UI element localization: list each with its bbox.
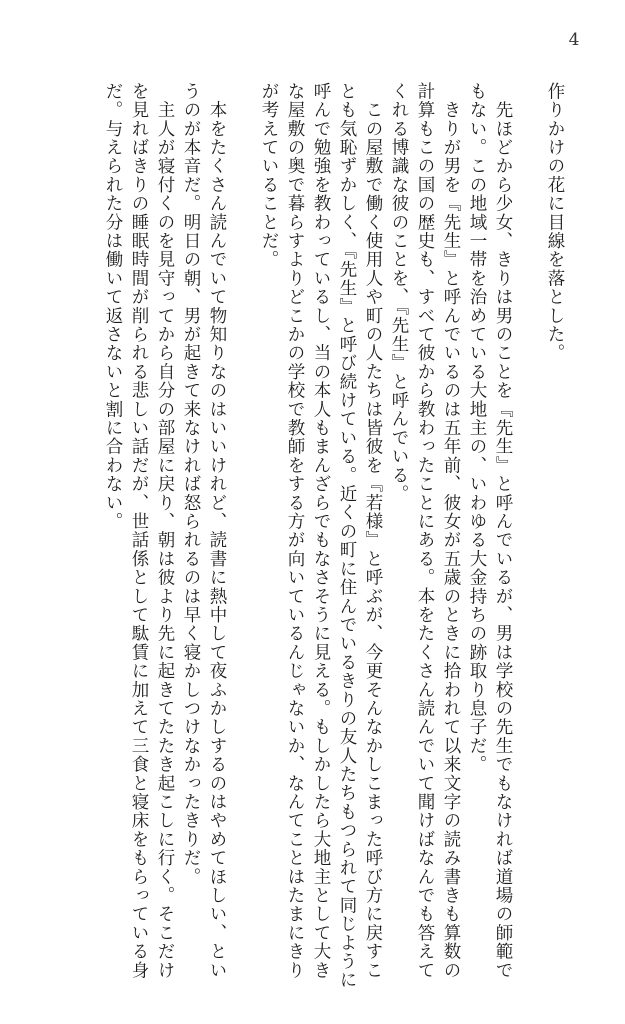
paragraph: この屋敷で働く使用人や町の人たちは皆彼を『若様』と呼ぶが、今更そんなかしこまった呼び方に戻すことも気恥ずかしく、『先生』と呼び続けている。近くの町に住んでいるきりの友人たちもつられて同じように呼んで勉強を教わっているし、当の本人もまんざらでもなさそうに見える。もしかしたら大地主として大きな屋敷の奥で暮らすよりどこかの学校で教師をする方が向いているんじゃないか、なんてことはたまにきりが考えていることだ。: [259, 82, 383, 990]
paragraph: 主人が寝付くのを見守ってから自分の部屋に戻り、朝は彼より先に起きてたたき起こしに行く。そこだけを見ればきりの睡眠時間が削られる悲しい話だが、世話係として駄賃に加えて三食と寝床をもらっている身だ。与えられた分は働いて返さないと割に合わない。: [103, 82, 175, 980]
blank-line: [516, 82, 542, 100]
paragraph: 先ほどから少女、きりは男のことを『先生』と呼んでいるが、男は学校の先生でもなければ道場の師範でもない。この地域一帯を治めている大地主の、いわゆる大金持ちの跡取り息子だ。: [467, 82, 513, 980]
paragraph: 作りかけの花に目線を落とした。: [545, 82, 565, 363]
page-number: 4: [568, 30, 580, 50]
paragraph: 本をたくさん読んでいて物知りなのはいいけれど、読書に熱中して夜ふかしするのはやめてほしい、というのが本音だ。明日の朝、男が起きて来なければ怒られるのは早く寝かしつけなかったきりだ。: [181, 82, 227, 980]
vertical-text-body: [78, 82, 568, 992]
blank-line: [230, 82, 256, 100]
paragraph: きりが男を『先生』と呼んでいるのは五年前、彼女が五歳のときに拾われて以来文字の読み書きも算数の計算もこの国の歴史も、すべて彼から教わったことにある。本をたくさん読んでいて聞けばなんでも答えてくれる博識な彼のことを、『先生』と呼んでいる。: [389, 82, 461, 980]
